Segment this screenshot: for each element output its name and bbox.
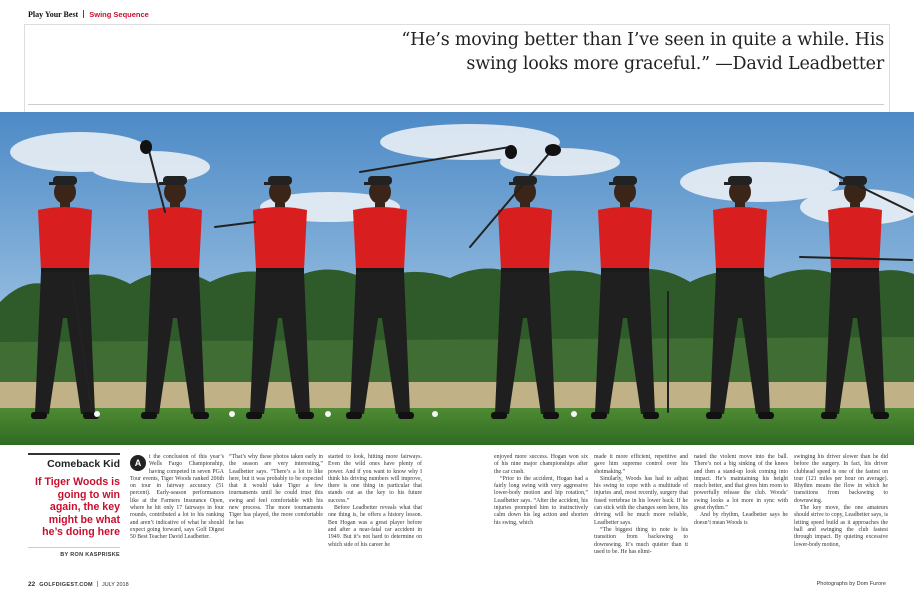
article-column-7 (794, 454, 888, 549)
paragraph: enjoyed more success. Hogan won six of his nine major championships after the car crash. (494, 454, 588, 475)
section-title: Play Your Best (28, 10, 79, 19)
article-column-6 (694, 454, 788, 527)
article-kicker: Comeback Kid (28, 453, 120, 470)
byline: BY RON KASPRISKE (60, 551, 120, 558)
section-header (28, 10, 149, 19)
swing-sequence-photo (0, 112, 914, 445)
article-column-4 (494, 454, 588, 527)
folio-divider (97, 581, 98, 587)
article-column-3 (328, 454, 422, 549)
paragraph: t the conclusion of this year’s Wells Fargo Championship, having competed in seven PGA Tour events, Tiger Woods ranked 206th on tour in fairway accuracy (51 percent). Early-season performances like at the Farmers Insurance Open, where he hit only 17 fairways in four rounds, contributed a lot to his ranking and aren’t indicative of what he should expect going forward, says Golf Digest 50 Best Teacher David Leadbetter. (130, 454, 224, 541)
paragraph: The key move, the one amateurs should strive to copy, Leadbetter says, is letting speed build as it approaches the ball and swinging the club fastest through impact. By quieting excessive lower-body motion, (794, 505, 888, 548)
section-subtitle: Swing Sequence (89, 10, 149, 19)
paragraph: nated the violent move into the ball. There’s not a big sinking of the knees and then a stand-up look coming into impact. He’s maintaining his height much better, and that gives him room to powerfully release the club. Woods’ swing looks a lot more in sync with great rhythm.” (694, 454, 788, 512)
pullquote-rule (28, 104, 884, 105)
paragraph: swinging his driver slower than he did before the surgery. In fact, his driver clubhead speed is one of the fastest on tour (121 miles per hour on average). Rhythm means the flow in which he transitions from backswing to downswing. (794, 454, 888, 504)
photo-credit: Photographs by Dom Furore (816, 581, 886, 587)
paragraph: made it more efficient, repetitive and gave him supreme control over his shotmaking.” (594, 454, 688, 475)
paragraph: “Prior to the accident, Hogan had a fairly long swing with very aggressive lower-body motion and hip rotation,” Leadbetter says. “After the accident, his injuries prompted him to instinctively calm down his leg action and shorten his swing, which (494, 475, 588, 526)
article-column-1 (130, 454, 224, 542)
pullquote: “He’s moving better than I’ve seen in quite a while. His swing looks more graceful.” —David Leadbetter (401, 30, 884, 74)
header-divider (83, 10, 84, 18)
paragraph: started to look, hitting more fairways. Even the wild ones have plenty of power. And if you want to know why I think his driving numbers will improve, there is one thing in particular that stands out as the key to his future success.” (328, 454, 422, 504)
page-number: 22 (28, 581, 36, 588)
swing-sequence-illustration (0, 112, 914, 445)
article-column-2 (229, 454, 323, 527)
page-folio (28, 581, 129, 588)
article-column-5 (594, 454, 688, 556)
paragraph: Similarly, Woods has had to adjust his swing to cope with a multitude of injuries and, most recently, surgery that fused vertebrae in his lower back. If he can stick with the changes seen here, his driving will be much more reliable, Leadbetter says. (594, 475, 688, 526)
paragraph: And by rhythm, Leadbetter says he doesn’t mean Woods is (694, 512, 788, 526)
article-dek: If Tiger Woods is going to win again, the key might be what he’s doing here (35, 476, 120, 539)
paragraph: Before Leadbetter reveals what that one thing is, he offers a history lesson. Ben Hogan was a great player before and after a near-fatal car accident in 1949. But it’s not hard to determine on which side of his career he (328, 505, 422, 548)
paragraph: “The biggest thing to note is his transition from backswing to downswing. It’s much quieter than it used to be. He has elimi- (594, 526, 688, 555)
headline-block (28, 453, 120, 558)
issue-date: JULY 2018 (101, 582, 129, 588)
byline-rule (28, 547, 120, 548)
site-url: GOLFDIGEST.COM (39, 582, 93, 588)
paragraph: “That’s why these photos taken early in the season are very interesting,” Leadbetter says. “There’s a lot to like here, but it was probably to be expected that it would take Tiger a few tournaments until he could trust this swing and feel comfortable with his new process. The more tournaments Tiger has played, the more comfortable he has (229, 454, 323, 526)
drop-cap: A (130, 455, 146, 471)
